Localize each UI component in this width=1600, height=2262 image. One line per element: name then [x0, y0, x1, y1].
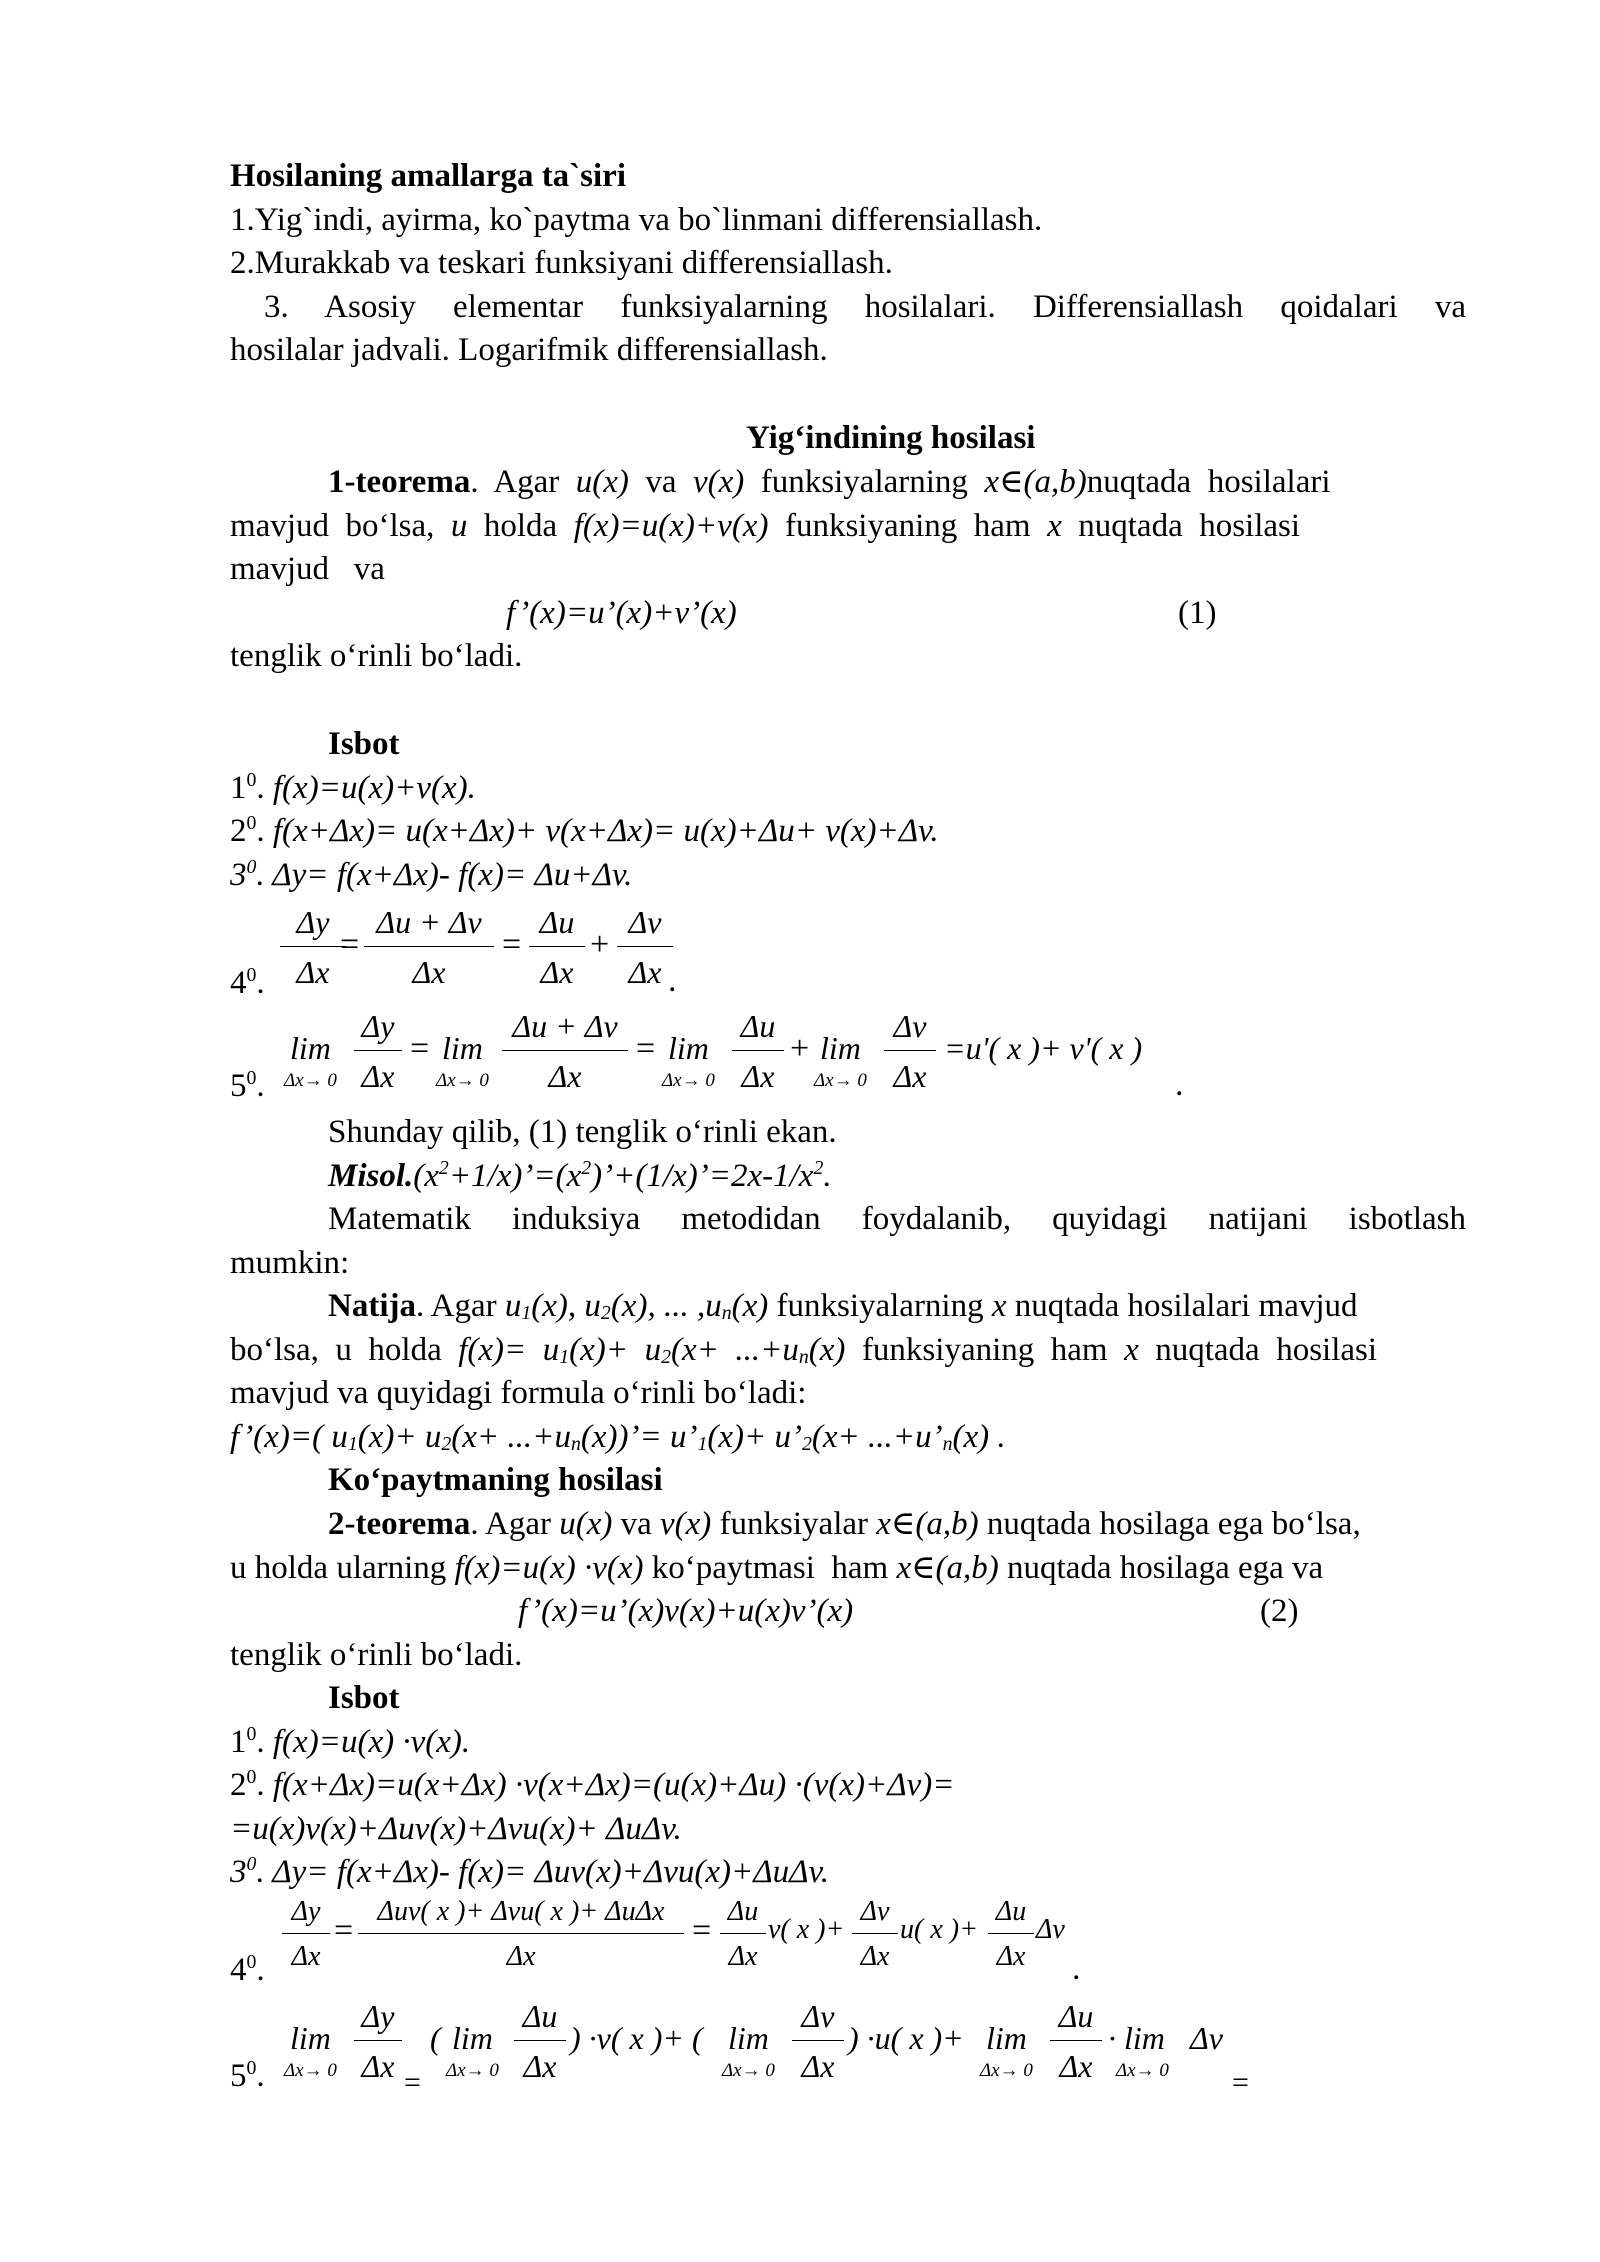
proof-1-step-1: $1^0$. f(x)=u(x)+v(x).: [230, 769, 476, 806]
limit-argument: Δv: [1190, 2020, 1223, 2056]
fraction-bar: [514, 2040, 566, 2041]
equals-sign: =: [340, 926, 360, 963]
theorem-2-closing: tenglik o‘rinli bo‘ladi.: [230, 1637, 523, 1673]
fraction-bar: [852, 1933, 898, 1934]
fraction-bar: [354, 1050, 402, 1051]
formula-2-number: (2): [1260, 1593, 1299, 1629]
step-5-number: $5^0$.: [230, 1067, 265, 1104]
result-label: Natija: [328, 1288, 416, 1324]
fraction-bar: [884, 1050, 936, 1051]
proof-2-step-3: $3^0$. Δy= f(x+Δx)- f(x)= Δuv(x)+Δvu(x)+ΔuΔv.: [230, 1853, 829, 1890]
plus-sign: +: [790, 1030, 810, 1067]
limit-subscript: Δx→ 0: [436, 1070, 489, 1091]
fraction-numerator: Δu + Δv: [376, 904, 482, 940]
limit-subscript: Δx→ 0: [980, 2060, 1033, 2081]
equals-sign: =: [404, 2066, 421, 2099]
fraction-numerator: Δy: [361, 1998, 395, 2034]
fraction-bar: [1050, 2040, 1102, 2041]
section-title-product: Ko‘paytmaning hosilasi: [328, 1462, 663, 1498]
section-title-sum: Yig‘indining hosilasi: [746, 420, 1036, 456]
fraction-denominator: Δx: [296, 954, 330, 990]
fraction-numerator: Δv: [893, 1008, 927, 1044]
fraction-bar: [617, 946, 673, 947]
formula-2: f’(x)=u’(x)v(x)+u(x)v’(x): [518, 1593, 854, 1629]
limit-operator: lim: [986, 2020, 1027, 2056]
proof-2-label: Isbot: [328, 1680, 400, 1716]
proof-1-label: Isbot: [328, 726, 400, 762]
formula-1: f’(x)=u’(x)+v’(x): [506, 595, 737, 631]
fraction-bar: [988, 1933, 1034, 1934]
limit-operator: · lim: [1108, 2020, 1165, 2056]
equals-sign: =: [1232, 2066, 1249, 2099]
equals-sign: =: [410, 1030, 430, 1067]
equals-sign: =: [502, 926, 522, 963]
theorem-2-line-2: u holda ularning f(x)=u(x) ·v(x) ko‘paytmasi ham x∈(a,b) nuqtada hosilaga ega va: [230, 1550, 1324, 1586]
limit-subscript: Δx→ 0: [284, 2060, 337, 2081]
fraction-denominator: Δx: [540, 954, 574, 990]
fraction-bar: [280, 946, 346, 947]
equals-sign: =: [692, 1912, 712, 1949]
proof-1-step-2: $2^0$. f(x+Δx)= u(x+Δx)+ v(x+Δx)= u(x)+Δu+ v(x)+Δv.: [230, 812, 939, 849]
limit-subscript: Δx→ 0: [814, 1070, 867, 1091]
fraction-bar: [502, 1050, 628, 1051]
result-line-2: bo‘lsa, u holda $f(x)= u_1(x)+ u_2(x+ ...+u_n(x)$ funksiyaning ham x nuqtada hosilasi: [230, 1332, 1378, 1368]
trailing-period: .: [1175, 1066, 1184, 1103]
formula-1-number: (1): [1178, 595, 1217, 631]
plus-sign: +: [590, 926, 610, 963]
fraction-numerator: Δu: [539, 904, 575, 940]
theorem-1-line-3: mavjud va: [230, 551, 385, 587]
theorem-1-closing: tenglik o‘rinli bo‘ladi.: [230, 638, 523, 674]
fraction-denominator: Δx: [361, 1058, 395, 1094]
fraction-denominator: Δx: [860, 1941, 890, 1972]
factor-dv: Δv: [1036, 1914, 1065, 1945]
fraction-denominator: Δx: [1059, 2048, 1093, 2084]
trailing-period: .: [1072, 1950, 1081, 1987]
limit-operator: lim: [442, 1030, 483, 1066]
fraction-bar: [358, 1933, 684, 1934]
theorem-1-line-1: 1-teorema. Agar u(x) va v(x) funksiyalarning x∈(a,b)nuqtada hosilalari: [328, 464, 1331, 500]
fraction-numerator: Δu + Δv: [512, 1008, 618, 1044]
fraction-numerator: Δuv( x )+ Δvu( x )+ ΔuΔx: [377, 1896, 665, 1927]
result-line-3: mavjud va quyidagi formula o‘rinli bo‘ladi:: [230, 1375, 807, 1411]
limit-result: =u'( x )+ v'( x ): [944, 1030, 1143, 1066]
fraction-numerator: Δv: [628, 904, 662, 940]
open-paren: (: [430, 2020, 441, 2056]
equals-sign: =: [636, 1030, 656, 1067]
fraction-denominator: Δx: [548, 1058, 582, 1094]
limit-operator: lim: [668, 1030, 709, 1066]
limit-subscript: Δx→ 0: [722, 2060, 775, 2081]
proof-2-step-1: $1^0$. f(x)=u(x) ·v(x).: [230, 1723, 471, 1760]
equals-sign: =: [334, 1912, 354, 1949]
fraction-denominator: Δx: [628, 954, 662, 990]
fraction-bar: [732, 1050, 784, 1051]
fraction-denominator: Δx: [741, 1058, 775, 1094]
induction-line-1: Matematik induksiya metodidan foydalanib, quyidagi natijani isbotlash: [328, 1201, 1466, 1237]
fraction-denominator: Δx: [996, 1941, 1026, 1972]
fraction-denominator: Δx: [728, 1941, 758, 1972]
theorem-1-label: 1-teorema: [328, 464, 471, 500]
proof-2-step-2: $2^0$. f(x+Δx)=u(x+Δx) ·v(x+Δx)=(u(x)+Δu) ·(v(x)+Δv)=: [230, 1766, 955, 1803]
fraction-bar: [354, 2040, 402, 2041]
limit-subscript: Δx→ 0: [284, 1070, 337, 1091]
factor-v-group: ) ·v( x )+ (: [570, 2020, 703, 2056]
step-5-number: $5^0$.: [230, 2057, 265, 2094]
fraction-denominator: Δx: [506, 1941, 536, 1972]
fraction-numerator: Δv: [801, 1998, 835, 2034]
fraction-numerator: Δy: [361, 1008, 395, 1044]
step-4-number: $4^0$.: [230, 964, 265, 1001]
fraction-bar: [529, 946, 585, 947]
proof-1-conclusion: Shunday qilib, (1) tenglik o‘rinli ekan.: [328, 1114, 837, 1150]
fraction-numerator: Δu: [740, 1008, 776, 1044]
fraction-bar: [364, 946, 494, 947]
page-heading: Hosilaning amallarga ta`siri: [230, 158, 626, 194]
result-formula: f’(x)=( $u_1(x)+ u_2(x+$ $...+u_n(x))’=$ $u’_1(x)+$ $u’_2(x+$ $...+u’_n(x)$ .: [230, 1419, 1006, 1455]
fraction-numerator: Δv: [860, 1896, 890, 1927]
fraction-numerator: Δy: [291, 1896, 321, 1927]
step-4-number: $4^0$.: [230, 1951, 265, 1988]
fraction-denominator: Δx: [291, 1941, 321, 1972]
limit-operator: lim: [820, 1030, 861, 1066]
theorem-1-line-2: mavjud bo‘lsa, u holda f(x)=u(x)+v(x) funksiyaning ham x nuqtada hosilasi: [230, 508, 1301, 544]
fraction-denominator: Δx: [801, 2048, 835, 2084]
factor-v: v( x )+: [768, 1914, 845, 1945]
result-line-1: Natija. Agar $u_1(x)$, $u_2(x)$, ... $,u_n(x)$ funksiyalarning x nuqtada hosilalari mavjud: [328, 1288, 1358, 1324]
fraction-numerator: Δy: [296, 904, 330, 940]
outline-item-3-continued: hosilalar jadvali. Logarifmik differensiallash.: [230, 332, 828, 368]
outline-item-1: 1.Yig`indi, ayirma, ko`paytma va bo`linmani differensiallash.: [230, 202, 1043, 238]
fraction-numerator: Δu: [1058, 1998, 1094, 2034]
limit-subscript: Δx→ 0: [1116, 2060, 1169, 2081]
fraction-bar: [792, 2040, 844, 2041]
fraction-denominator: Δx: [412, 954, 446, 990]
fraction-denominator: Δx: [893, 1058, 927, 1094]
limit-operator: lim: [728, 2020, 769, 2056]
limit-subscript: Δx→ 0: [446, 2060, 499, 2081]
fraction-bar: [720, 1933, 766, 1934]
induction-line-2: mumkin:: [230, 1245, 350, 1281]
proof-2-step-2-continued: =u(x)v(x)+Δuv(x)+Δvu(x)+ ΔuΔv.: [230, 1811, 682, 1847]
proof-1-step-3: $3^0$. Δy= f(x+Δx)- f(x)= Δu+Δv.: [230, 856, 633, 893]
factor-u: u( x )+: [900, 1914, 978, 1945]
trailing-period: .: [668, 962, 677, 999]
fraction-denominator: Δx: [361, 2048, 395, 2084]
fraction-numerator: Δu: [727, 1896, 759, 1927]
theorem-2-line-1: 2-teorema. Agar u(x) va v(x) funksiyalar x∈(a,b) nuqtada hosilaga ega bo‘lsa,: [328, 1506, 1361, 1542]
factor-u-group: ) ·u( x )+: [848, 2020, 964, 2056]
fraction-bar: [282, 1933, 330, 1934]
fraction-numerator: Δu: [522, 1998, 558, 2034]
limit-operator: lim: [452, 2020, 493, 2056]
theorem-2-label: 2-teorema: [328, 1506, 471, 1542]
outline-item-2: 2.Murakkab va teskari funksiyani differensiallash.: [230, 245, 893, 281]
example-line: $Misol.(x^2+1/x)’=(x^2)’+(1/x)’=2x-1/x^2$.: [328, 1157, 832, 1194]
fraction-denominator: Δx: [523, 2048, 557, 2084]
fraction-numerator: Δu: [995, 1896, 1027, 1927]
outline-item-3: 3. Asosiy elementar funksiyalarning hosilalari. Differensiallash qoidalari va: [264, 289, 1466, 325]
limit-operator: lim: [290, 2020, 331, 2056]
limit-operator: lim: [290, 1030, 331, 1066]
limit-subscript: Δx→ 0: [662, 1070, 715, 1091]
